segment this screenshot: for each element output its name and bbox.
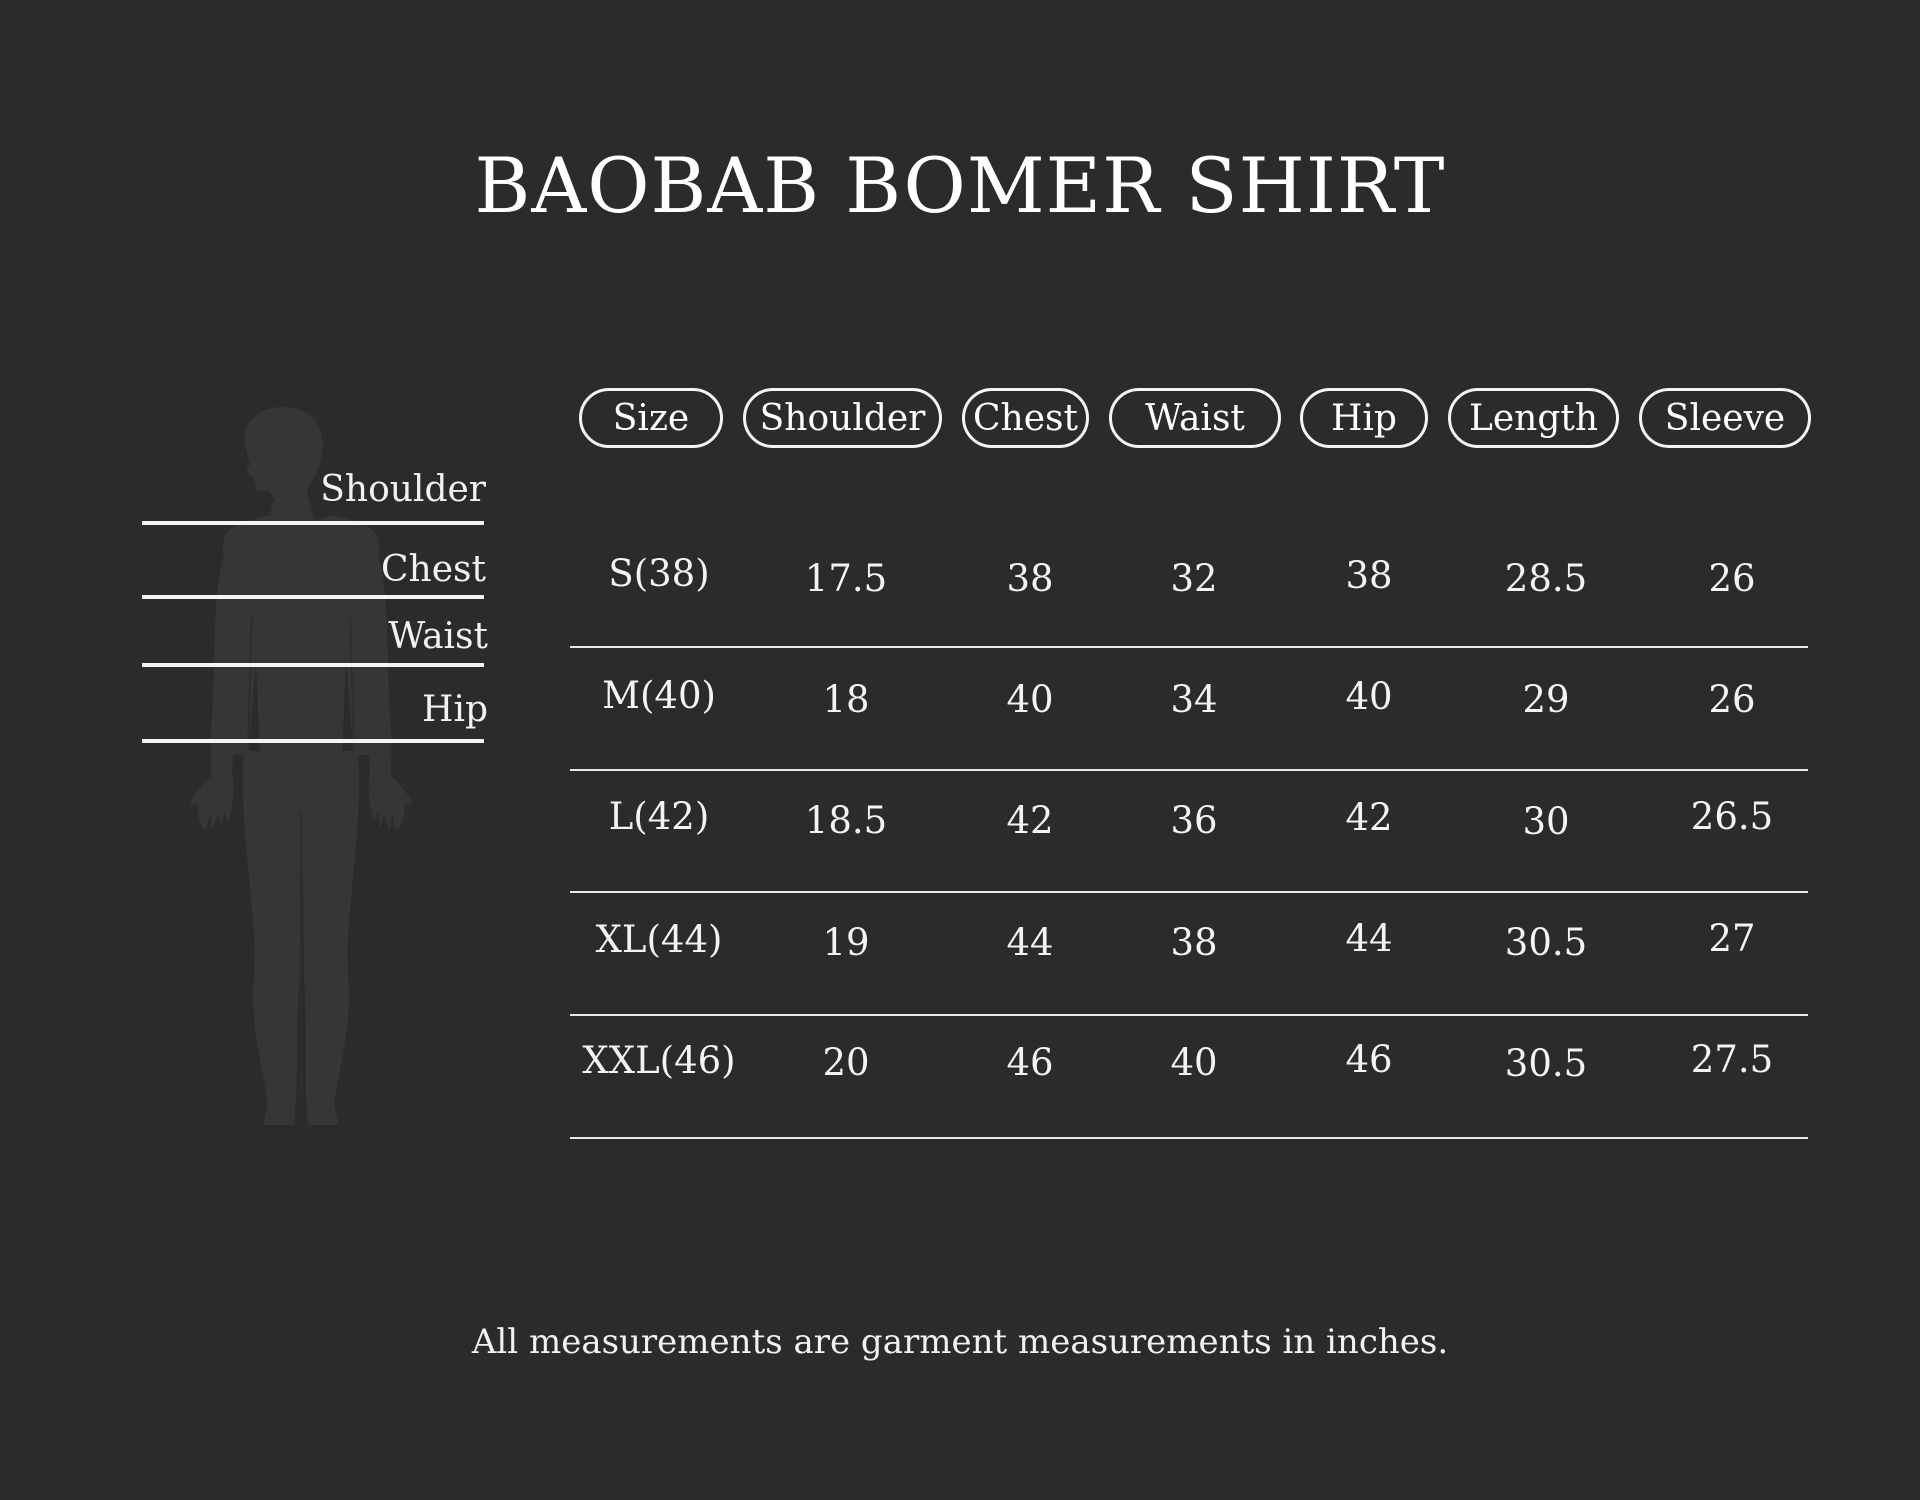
table-cell: 46 bbox=[1006, 1041, 1054, 1084]
table-cell: 30.5 bbox=[1504, 921, 1588, 964]
table-cell: 26 bbox=[1708, 678, 1756, 721]
figure-label-shoulder: Shoulder bbox=[320, 469, 486, 510]
table-cell: XL(44) bbox=[595, 918, 723, 961]
table-cell: XXL(46) bbox=[582, 1039, 736, 1082]
table-cell: S(38) bbox=[608, 552, 710, 595]
figure-label-chest: Chest bbox=[381, 549, 486, 590]
column-header-shoulder: Shoulder bbox=[743, 388, 942, 448]
table-cell: 32 bbox=[1170, 557, 1218, 600]
table-cell: 44 bbox=[1006, 921, 1054, 964]
shoulder-line bbox=[142, 521, 484, 525]
footnote: All measurements are garment measurements in inches. bbox=[471, 1322, 1449, 1362]
column-header-hip: Hip bbox=[1300, 388, 1428, 448]
page-title: BAOBAB BOMER SHIRT bbox=[474, 141, 1446, 230]
table-cell: 17.5 bbox=[804, 557, 888, 600]
column-header-waist: Waist bbox=[1109, 388, 1281, 448]
table-cell: 20 bbox=[822, 1041, 870, 1084]
figure-label-waist: Waist bbox=[388, 616, 488, 657]
table-cell: 26.5 bbox=[1690, 795, 1774, 838]
table-cell: 40 bbox=[1006, 678, 1054, 721]
table-cell: 30 bbox=[1522, 800, 1570, 843]
table-cell: 18.5 bbox=[804, 799, 888, 842]
column-header-chest: Chest bbox=[962, 388, 1089, 448]
table-cell: M(40) bbox=[602, 674, 716, 717]
waist-line bbox=[142, 663, 484, 667]
table-cell: 29 bbox=[1522, 678, 1570, 721]
row-divider bbox=[570, 769, 1808, 771]
table-cell: 44 bbox=[1345, 917, 1393, 960]
table-cell: 42 bbox=[1345, 796, 1393, 839]
column-header-sleeve: Sleeve bbox=[1639, 388, 1811, 448]
table-cell: 27 bbox=[1708, 917, 1756, 960]
table-cell: 19 bbox=[822, 921, 870, 964]
table-cell: 46 bbox=[1345, 1038, 1393, 1081]
table-cell: 38 bbox=[1170, 921, 1218, 964]
row-divider bbox=[570, 1014, 1808, 1016]
table-cell: 30.5 bbox=[1504, 1042, 1588, 1085]
row-divider bbox=[570, 891, 1808, 893]
hip-line bbox=[142, 739, 484, 743]
table-cell: 28.5 bbox=[1504, 557, 1588, 600]
table-cell: 40 bbox=[1345, 675, 1393, 718]
column-header-length: Length bbox=[1448, 388, 1619, 448]
table-cell: 40 bbox=[1170, 1041, 1218, 1084]
table-cell: 27.5 bbox=[1690, 1038, 1774, 1081]
table-cell: 26 bbox=[1708, 557, 1756, 600]
table-cell: 18 bbox=[822, 678, 870, 721]
table-cell: 34 bbox=[1170, 678, 1218, 721]
table-cell: 42 bbox=[1006, 799, 1054, 842]
table-cell: 36 bbox=[1170, 799, 1218, 842]
column-header-size: Size bbox=[579, 388, 723, 448]
table-cell: 38 bbox=[1345, 554, 1393, 597]
row-divider bbox=[570, 646, 1808, 648]
figure-label-hip: Hip bbox=[422, 689, 488, 730]
row-divider bbox=[570, 1137, 1808, 1139]
table-cell: 38 bbox=[1006, 557, 1054, 600]
table-cell: L(42) bbox=[608, 795, 710, 838]
chest-line bbox=[142, 595, 484, 599]
